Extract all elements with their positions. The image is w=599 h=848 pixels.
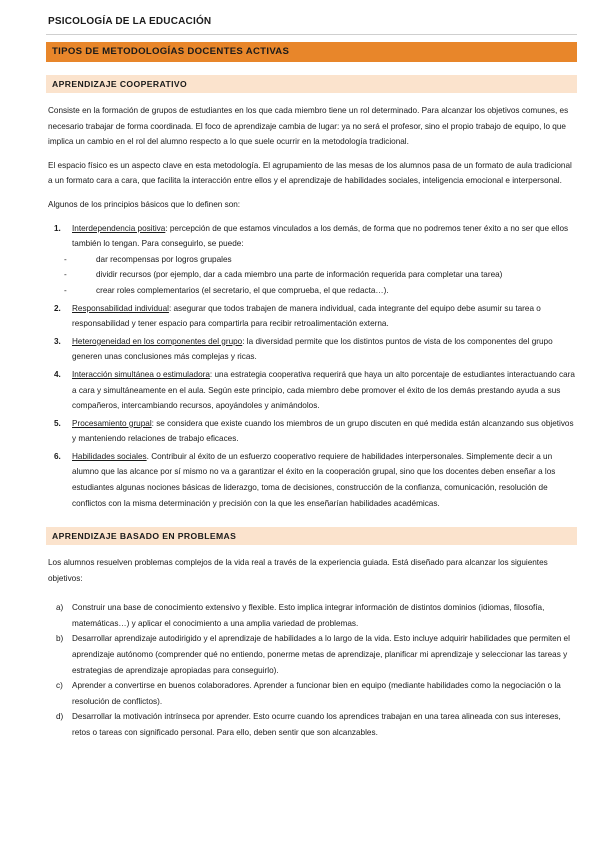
principle-text: : se considera que existe cuando los miembros de un grupo discuten en qué medida están alcanzando sus objetivos y manteniendo relaciones de trabajo eficaces. — [72, 418, 574, 444]
section-body-problemas — [48, 555, 575, 741]
principle-text: : asegurar que todos trabajen de manera individual, cada integrante del equipo debe asumir su tarea o responsabilidad y tener espacio para compartirla para recibir retroalimentación externa. — [72, 303, 541, 329]
list-letter: d) — [56, 712, 64, 722]
paragraph: Algunos de los principios básicos que lo definen son: — [48, 199, 241, 209]
sub-list-item: - dar recompensas por logros grupales — [72, 252, 575, 268]
list-item — [48, 221, 575, 299]
paragraph: El espacio físico es un aspecto clave en esta metodología. El agrupamiento de las mesas de los alumnos pasa de un formato de aula tradicional a un formato cara a cara, que facilita la interacción entre ellos y el aprendizaje de habilidades sociales, inteligencia emocional e interpersonal. — [48, 160, 572, 186]
section-body-cooperativo — [48, 103, 575, 513]
principle-term: Procesamiento grupal — [72, 418, 152, 428]
list-number: 4. — [54, 369, 61, 379]
section-heading-cooperativo: APRENDIZAJE COOPERATIVO — [46, 75, 577, 93]
main-title-bar: TIPOS DE METODOLOGÍAS DOCENTES ACTIVAS — [46, 42, 577, 62]
list-letter: a) — [56, 603, 64, 613]
sub-list-item: - dividir recursos (por ejemplo, dar a cada miembro una parte de información requerida para completar una tarea) — [72, 267, 575, 283]
goal-text: Desarrollar aprendizaje autodirigido y el aprendizaje de habilidades a lo largo de la vida. Esto incluye adquirir habilidades que permiten el aprendizaje autónomo (comprender qué no entiendo, ponerme metas de aprendizaje, planificar mi aprendizaje y seleccionar las tareas y estrategias de aprendizaje apropiadas para conseguirlo). — [72, 634, 570, 675]
principle-text: . Contribuir al éxito de un esfuerzo cooperativo requiere de habilidades interpersonales. Simplemente decir a un alumno que las alcance por sí mismo no va a garantizar el éxito en la cooperación grupal, sino que los docentes deben enseñar a los estudiantes algunas nociones básicas de liderazgo, toma de decisiones, construcción de la confianza, comunicación, resolución de conflictos con la misma determinación y precisión con la que les enseñarían habilidades académicas. — [72, 451, 556, 508]
list-item — [48, 367, 575, 414]
document-header: PSICOLOGÍA DE LA EDUCACIÓN — [48, 16, 212, 27]
list-letter: c) — [56, 681, 63, 691]
goal-text: Aprender a convertirse en buenos colaboradores. Aprender a funcionar bien en equipo (mediante habilidades como la negociación o la resolución de conflictos). — [72, 681, 561, 706]
header-divider — [46, 34, 577, 35]
list-number: 6. — [54, 451, 61, 461]
principle-term: Responsabilidad individual — [72, 303, 169, 313]
sub-list — [72, 252, 575, 299]
principle-text: : percepción de que estamos vinculados a los demás, de forma que no podremos tener éxito a no ser que ellos también lo tengan. Para conseguirlo, se puede: — [72, 223, 569, 249]
principle-term: Interdependencia positiva — [72, 223, 166, 233]
list-number: 1. — [54, 223, 61, 233]
list-item — [48, 301, 575, 332]
list-item — [48, 709, 575, 740]
goals-list — [48, 600, 575, 740]
paragraph: Los alumnos resuelven problemas complejos de la vida real a través de la experiencia guiada. Está diseñado para alcanzar los siguientes objetivos: — [48, 558, 548, 583]
principle-text: : la diversidad permite que los distintos puntos de vista de los componentes del grupo generen unas conclusiones más complejas y ricas. — [72, 336, 553, 362]
list-item — [48, 678, 575, 709]
principle-text: : una estrategia cooperativa requerirá que haya un alto porcentaje de estudiantes interactuando cara a cara y simultáneamente en el aula. Según este principio, cada miembro debe promover el éxito de los demás prestando ayuda a sus compañeros, intercambiando recursos, apoyándoles y animándolos. — [72, 369, 575, 411]
principle-term: Habilidades sociales — [72, 451, 147, 461]
paragraph: Consiste en la formación de grupos de estudiantes en los que cada miembro tiene un rol determinado. Para alcanzar los objetivos comunes, es necesario trabajar de forma coordinada. El foco de aprendizaje cambia de lugar: ya no será el profesor, sino el propio trabajo de equipo, lo que implica un cambio en el rol del alumno respecto a lo que suele ocurrir en la metodología tradicional. — [48, 106, 569, 147]
list-item — [48, 449, 575, 511]
goal-text: Construir una base de conocimiento extensivo y flexible. Esto implica integrar información de distintos dominios (idiomas, filosofía, matemáticas…) y aplicar el conocimiento a una amplia variedad de problemas. — [72, 603, 545, 628]
section-heading-problemas: APRENDIZAJE BASADO EN PROBLEMAS — [46, 527, 577, 545]
goal-text: Desarrollar la motivación intrínseca por aprender. Esto ocurre cuando los aprendices trabajan en una tarea alineada con sus intereses, retos o tareas con significado personal. Para ello, deben sentir que son alcanzables. — [72, 712, 561, 737]
list-item — [48, 600, 575, 631]
list-letter: b) — [56, 634, 64, 644]
list-number: 2. — [54, 303, 61, 313]
principle-term: Heterogeneidad en los componentes del grupo — [72, 336, 243, 346]
sub-list-item: - crear roles complementarios (el secretario, el que comprueba, el que redacta…). — [72, 283, 575, 299]
list-number: 3. — [54, 336, 61, 346]
principles-list — [48, 221, 575, 512]
list-item — [48, 631, 575, 678]
list-item — [48, 334, 575, 365]
list-item — [48, 416, 575, 447]
list-number: 5. — [54, 418, 61, 428]
principle-term: Interacción simultánea o estimuladora — [72, 369, 210, 379]
